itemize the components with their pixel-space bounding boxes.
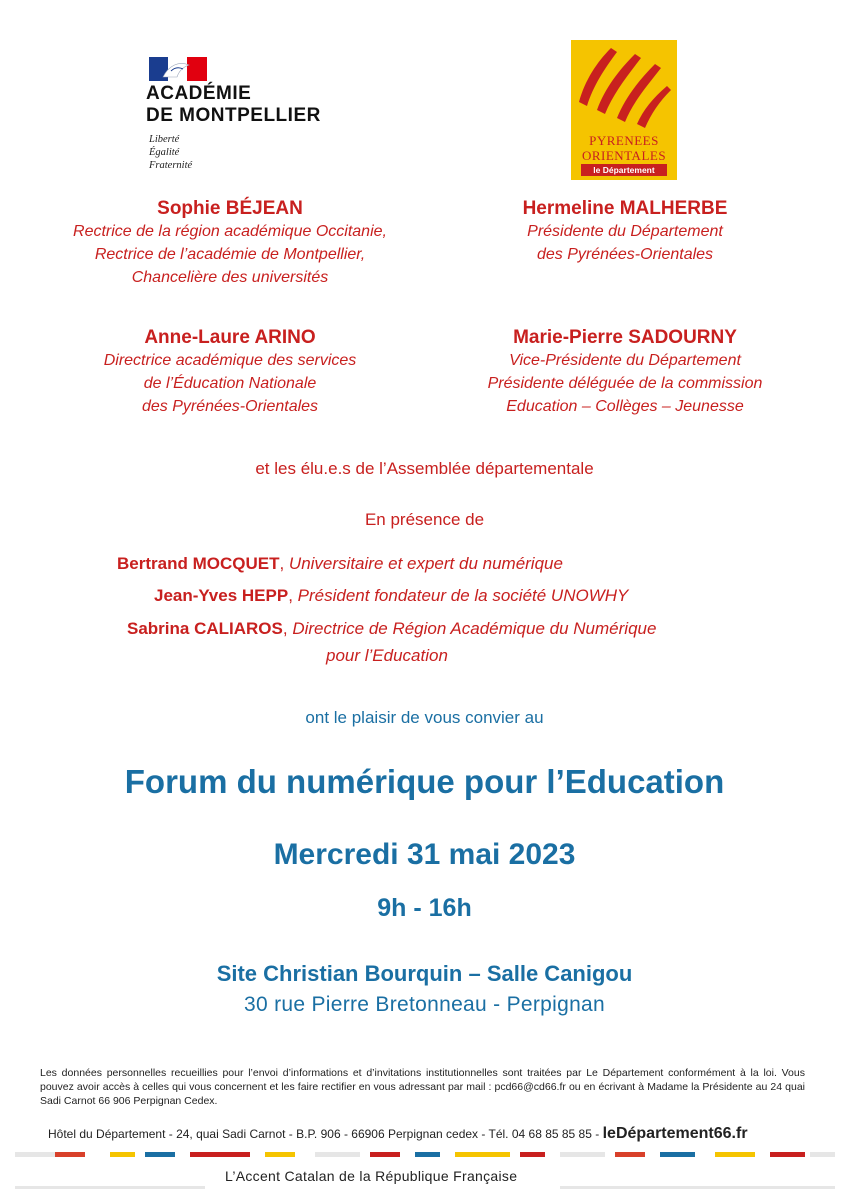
event-address: 30 rue Pierre Bretonneau - Perpignan — [243, 993, 606, 1016]
marianne-flag-icon — [149, 57, 207, 81]
host-role: Présidente du Département — [527, 223, 723, 240]
color-stripes — [15, 1152, 835, 1157]
host-name: Marie-Pierre SADOURNY — [513, 327, 737, 348]
host-arino — [30, 327, 430, 418]
assembly-line: et les élu.e.s de l’Assemblée départementale — [255, 459, 594, 478]
pyrenees-orientales-logo — [571, 40, 677, 180]
guest-name: Bertrand MOCQUET — [117, 554, 280, 573]
guest-caliaros: Sabrina CALIAROS, Directrice de Région Académique du Numérique — [127, 619, 657, 638]
po-logo-line1: PYRENEES — [589, 133, 659, 148]
guest-hepp: Jean-Yves HEPP, Président fondateur de la société UNOWHY — [154, 586, 629, 605]
host-role: Rectrice de la région académique Occitanie, — [73, 223, 387, 240]
host-role: Education – Collèges – Jeunesse — [506, 398, 744, 415]
host-bejean — [30, 198, 430, 289]
host-name: Hermeline MALHERBE — [522, 198, 728, 219]
devise-fraternite: Fraternité — [149, 160, 193, 171]
contact-address: Hôtel du Département - 24, quai Sadi Carnot - B.P. 906 - 66906 Perpignan cedex - Tél. 04 68 85 85 85 - — [48, 1127, 600, 1141]
legal-notice: Les données personnelles recueillies pour l’envoi d’informations et d’invitations institutionnelles sont traitées par Le Département conformément à la loi. Vous pouvez avoir accès à celles qui vous concernent et les faire rectifier en vous adressant par mail : pcd66@cd66.fr ou en écrivant à Madame la Présidente au 24 quai Sadi Carnot 66 906 Perpignan Cedex. — [40, 1067, 805, 1107]
event-time: 9h - 16h — [377, 894, 472, 922]
host-role: Rectrice de l’académie de Montpellier, — [94, 246, 366, 263]
host-role: des Pyrénées-Orientales — [536, 246, 714, 263]
event-date: Mercredi 31 mai 2023 — [273, 838, 576, 871]
guest-caliaros-role-cont: pour l’Education — [326, 646, 448, 665]
invite-line: ont le plaisir de vous convier au — [305, 708, 544, 727]
host-role: Vice-Présidente du Département — [509, 352, 741, 369]
host-role: Directrice académique des services — [103, 352, 357, 369]
academie-logo — [146, 55, 356, 185]
po-logo-line2: ORIENTALES — [581, 148, 667, 163]
contact-line — [48, 1125, 808, 1143]
guest-role: Universitaire et expert du numérique — [288, 554, 563, 573]
event-site: Site Christian Bourquin – Salle Canigou — [216, 961, 633, 986]
guest-name: Sabrina CALIAROS — [127, 619, 283, 638]
guest-role: Directrice de Région Académique du Numérique — [292, 619, 657, 638]
host-name: Anne-Laure ARINO — [144, 327, 316, 348]
catalan-stripes-icon — [571, 40, 677, 132]
website-link[interactable]: leDépartement66.fr — [602, 1125, 748, 1142]
guest-mocquet: Bertrand MOCQUET, Universitaire et expert du numérique — [117, 554, 563, 573]
host-role: des Pyrénées-Orientales — [141, 398, 319, 415]
presence-line: En présence de — [364, 510, 485, 529]
guest-name: Jean-Yves HEPP — [154, 586, 289, 605]
host-role: Chancelière des universités — [131, 269, 329, 286]
guest-role: Président fondateur de la société UNOWHY — [297, 586, 629, 605]
host-malherbe — [430, 198, 820, 266]
event-title: Forum du numérique pour l’Education — [124, 763, 725, 800]
po-logo-band: le Département — [581, 164, 667, 176]
host-name: Sophie BÉJEAN — [157, 198, 303, 219]
footer-divider-left — [15, 1186, 205, 1189]
academie-line1: ACADÉMIE — [146, 83, 252, 104]
host-role: de l’Éducation Nationale — [143, 375, 317, 392]
devise-egalite: Égalité — [149, 147, 180, 158]
academie-line2: DE MONTPELLIER — [146, 105, 321, 126]
host-sadourny — [430, 327, 820, 418]
footer-slogan: L’Accent Catalan de la République Française — [225, 1168, 518, 1184]
footer-divider-right — [560, 1186, 835, 1189]
devise-liberte: Liberté — [149, 134, 180, 145]
host-role: Présidente déléguée de la commission — [487, 375, 763, 392]
